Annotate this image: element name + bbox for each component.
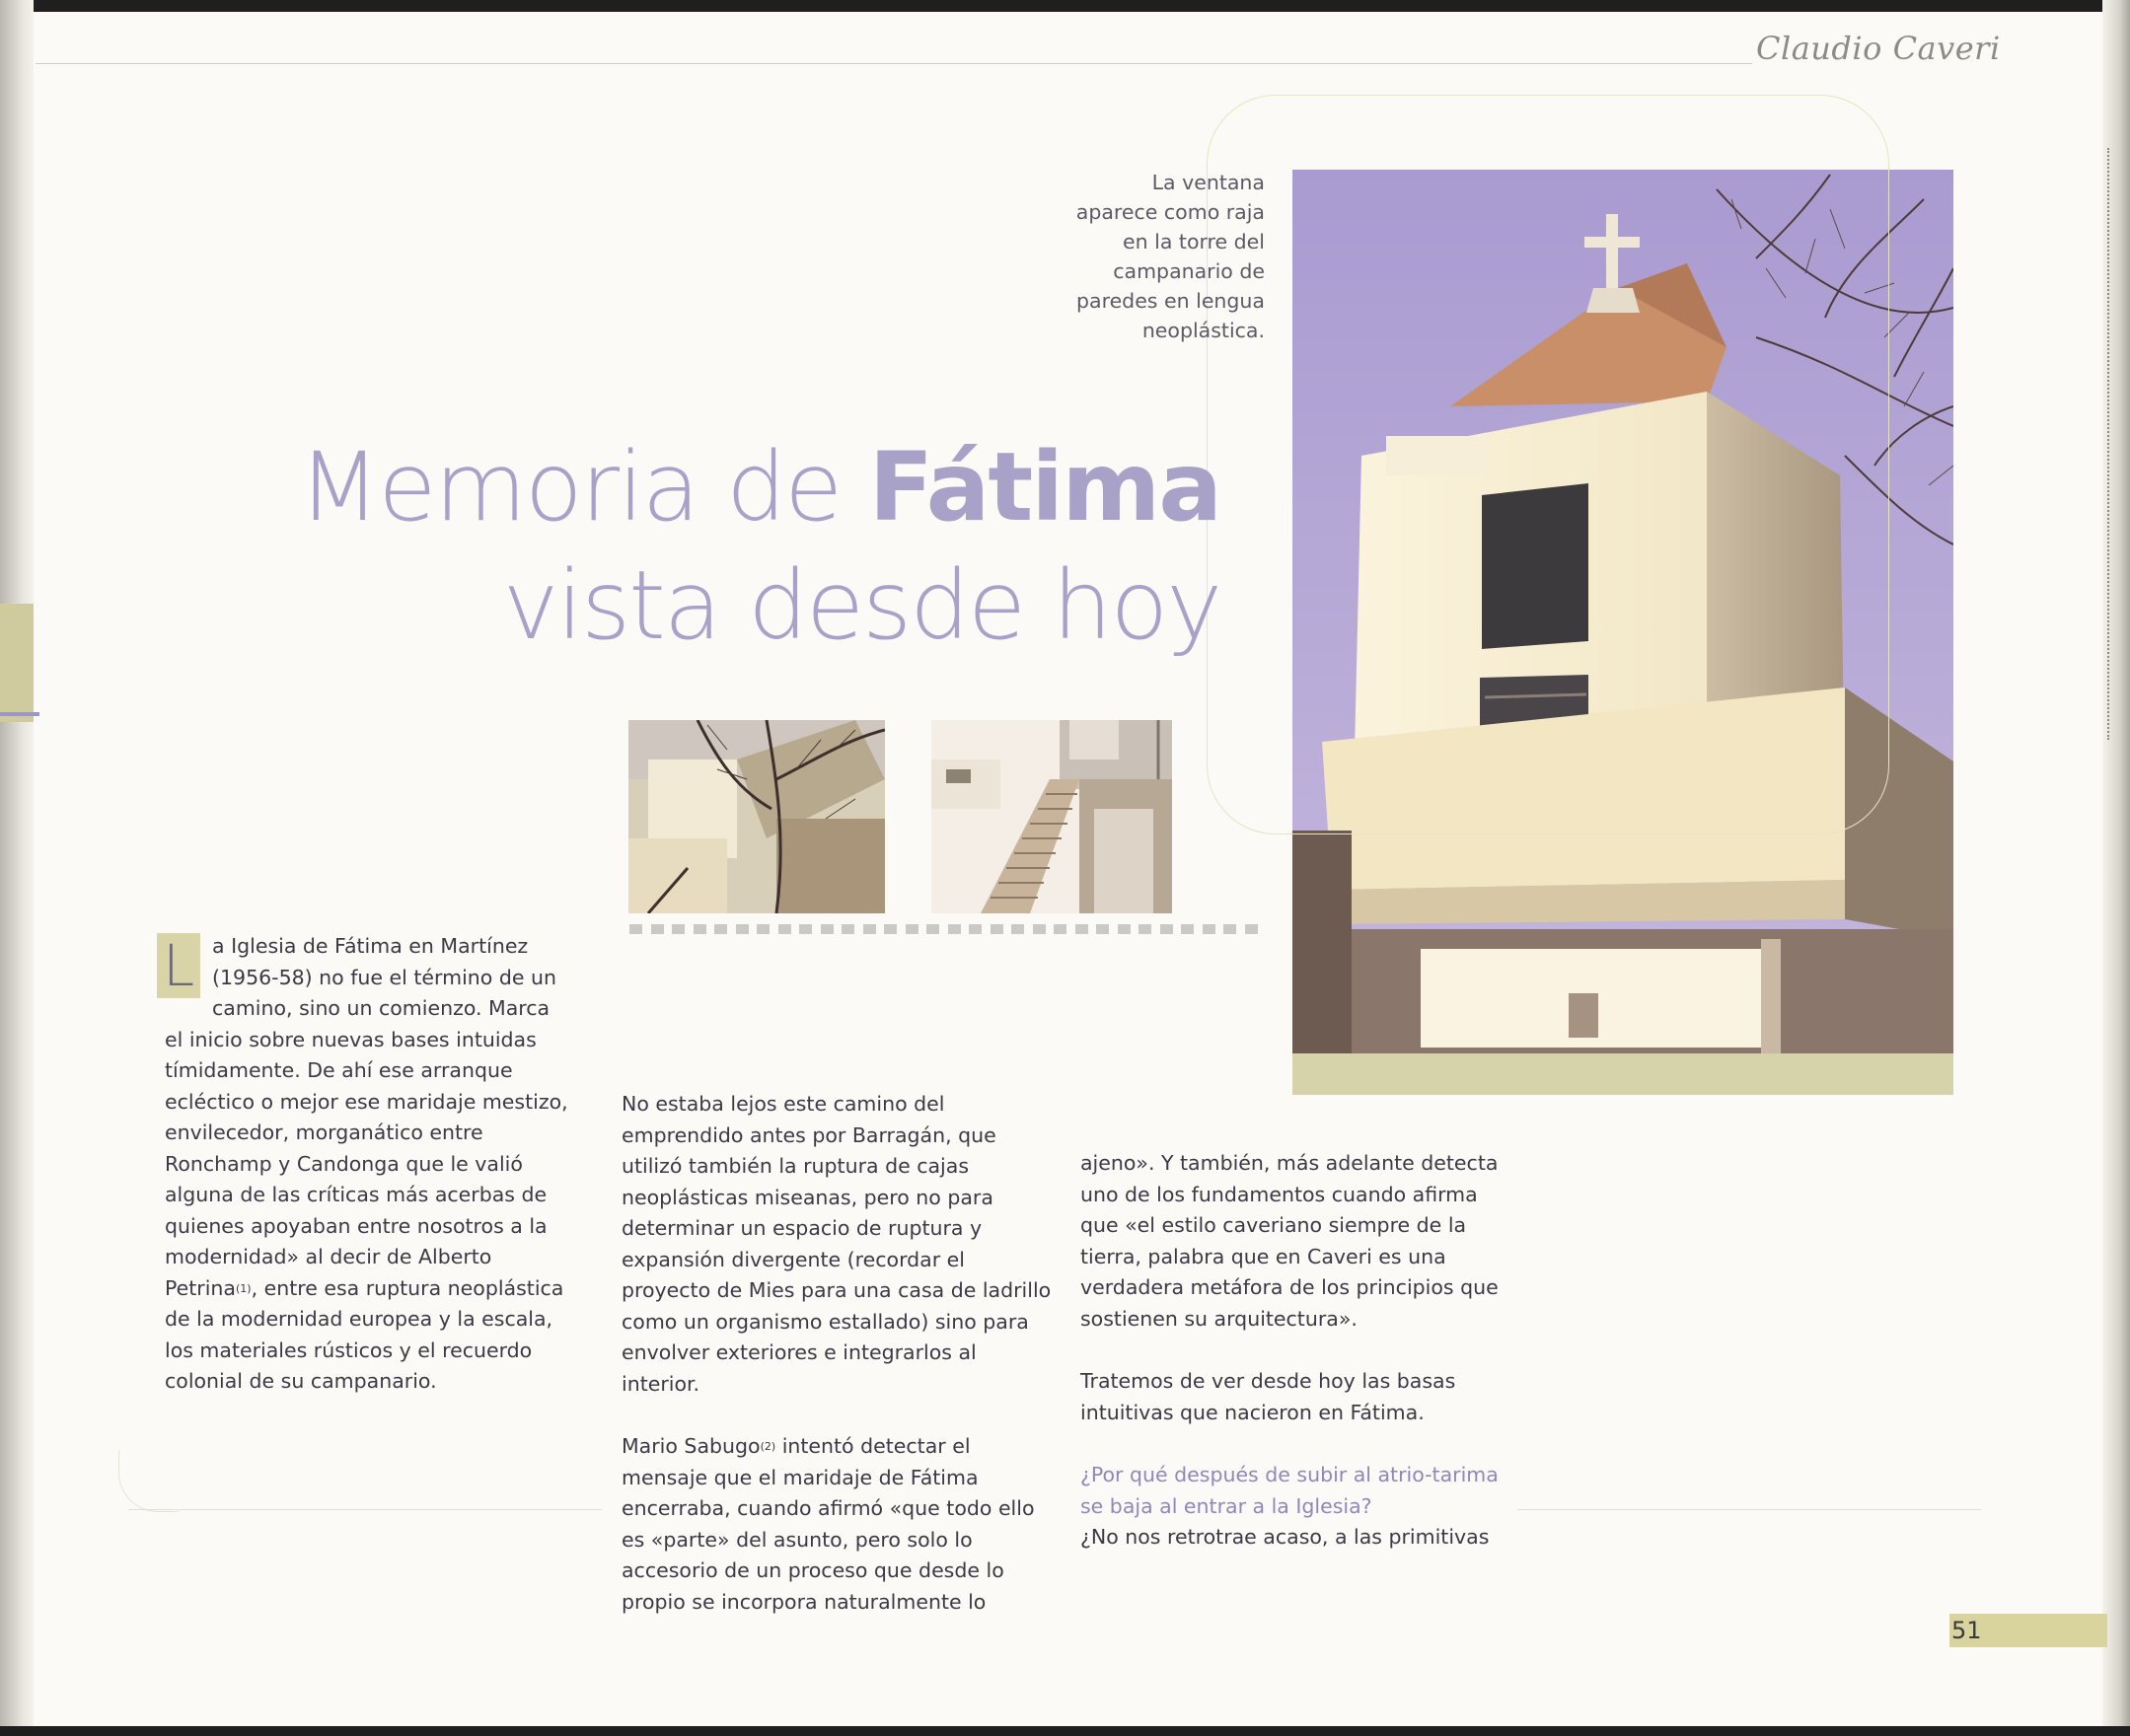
- column2-paragraph-2-text: intentó detectar el mensaje que el maridaje de Fátima encerraba, cuando afirmó «que todo ello es «parte» del asunto, pero solo lo accesorio de un proceso que desde lo propio se incorpora naturalmente lo: [622, 1434, 1035, 1614]
- column2-paragraph-2: [622, 1431, 1056, 1618]
- bottom-rule-left: [128, 1509, 602, 1510]
- decorative-corner: [118, 1450, 179, 1512]
- left-page-tab: [0, 604, 34, 722]
- column1-text-continued: , entre esa ruptura neoplástica de la modernidad europea y la escala, los materiales rústicos y el recuerdo colonial de su campanario.: [165, 1275, 564, 1393]
- column3-paragraph-1: ajeno». Y también, más adelante detecta uno de los fundamentos cuando afirma que «el estilo caveriano siempre de la tierra, palabra que en Caveri es una verdadera metáfora de los principios que sostienen su arquitectura».: [1080, 1151, 1499, 1331]
- article-column-3: [1080, 1148, 1514, 1585]
- author-name: Claudio Caveri: [1756, 30, 2001, 67]
- left-page-rule: [0, 712, 39, 716]
- column1-text: a Iglesia de Fátima en Martínez (1956-58) no fue el término de un camino, sino un comienzo. Marca el inicio sobre nuevas bases intuidas tímidamente. De ahí ese arranque ecléctico o mejor ese maridaje mestizo, envilecedor, morganático entre Ronchamp y Candonga que le valió alguna de las críticas más acerbas de quienes apoyaban entre nosotros a la modernidad» al decir de Alberto Petrina: [165, 934, 568, 1300]
- page-edge-ticks: [2107, 148, 2115, 740]
- left-page-edge: [0, 0, 34, 1736]
- article-title: [299, 428, 1220, 665]
- column3-paragraph-3: ¿No nos retrotrae acaso, a las primitivas: [1080, 1525, 1490, 1549]
- decorative-frame: [1207, 95, 1889, 834]
- footnote-marker: (1): [235, 1281, 252, 1295]
- photo-bottom-band: [1292, 1053, 1953, 1095]
- column3-paragraph-2: Tratemos de ver desde hoy las basas intuitivas que nacieron en Fátima.: [1080, 1369, 1456, 1424]
- stairs-thumbnail: [931, 720, 1172, 913]
- dotted-separator: [629, 924, 1296, 934]
- title-line1-bold: Fátima: [868, 432, 1220, 542]
- header-rule: [36, 63, 1752, 64]
- scan-border-top: [0, 0, 2130, 12]
- photo-caption: La ventana aparece como raja en la torre del campanario de paredes en lengua neoplástica.: [1075, 171, 1265, 342]
- article-column-2: [622, 1089, 1056, 1649]
- page-number: 51: [1951, 1617, 1982, 1644]
- tree-facade-thumbnail: [628, 720, 885, 913]
- footnote-marker: (2): [760, 1440, 776, 1453]
- column2-paragraph-1: No estaba lejos este camino del emprendido antes por Barragán, que utilizó también la ruptura de cajas neoplásticas miseanas, pero no para determinar un espacio de ruptura y expansión divergente (recordar el proyecto de Mies para una casa de ladrillo como un organismo estallado) sino para envolver exteriores e integrarlos al interior.: [622, 1092, 1052, 1396]
- author-mention: Mario Sabugo: [622, 1434, 761, 1458]
- scan-border-bottom: [0, 1726, 2130, 1736]
- title-line2: vista desde hoy: [502, 550, 1220, 661]
- drop-cap: L: [157, 933, 200, 998]
- title-line1-light: Memoria de: [298, 432, 869, 542]
- bottom-rule-right: [1517, 1509, 1981, 1510]
- column3-question: ¿Por qué después de subir al atrio-tarima se baja al entrar a la Iglesia?: [1080, 1463, 1499, 1518]
- article-column-1: [162, 931, 571, 1398]
